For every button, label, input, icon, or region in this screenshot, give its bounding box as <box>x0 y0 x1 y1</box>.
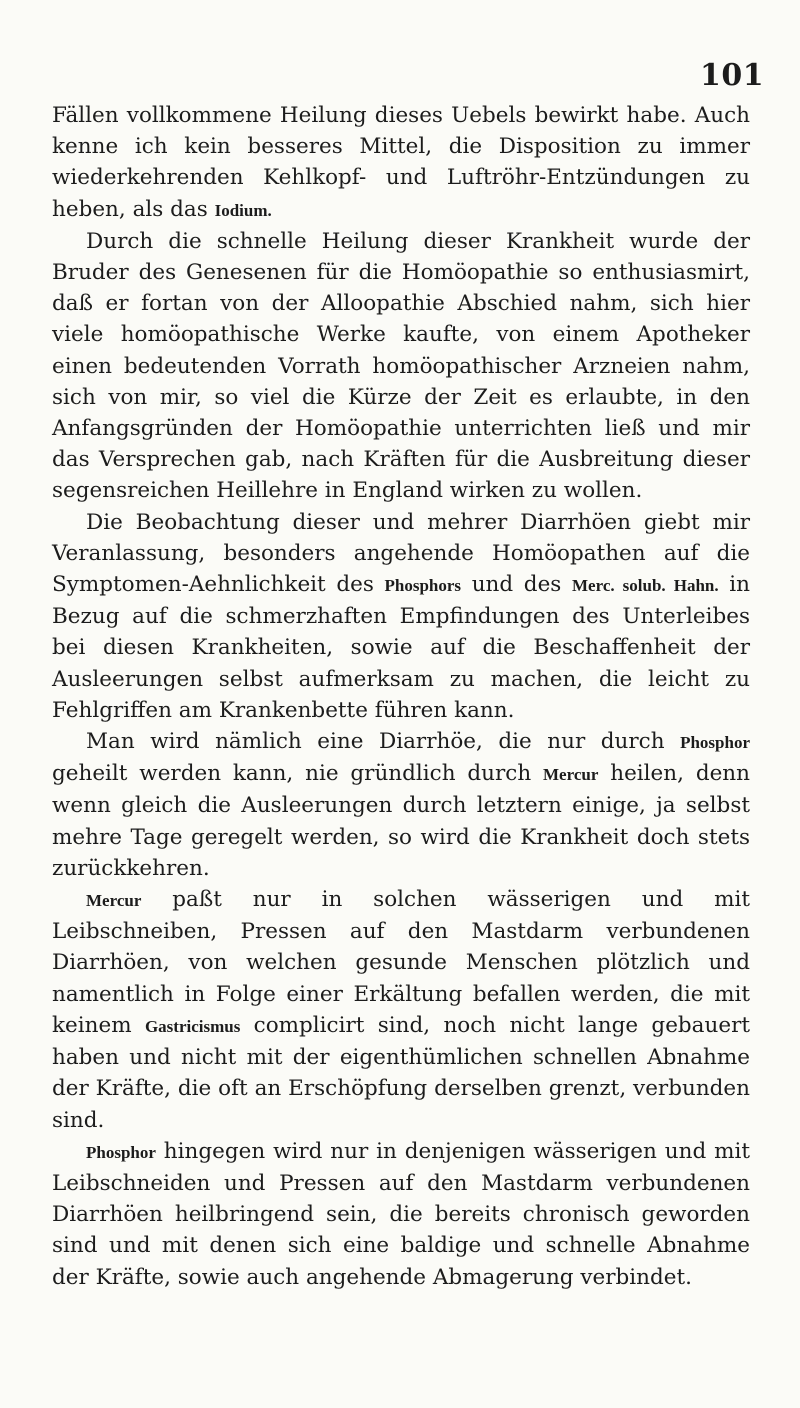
paragraph-text: Die Beobachtung dieser und mehrer Diarrhöen giebt mir Veranlassung, besonders angehende Homöopathen auf die Symptomen-Aehnlichkeit des <box>52 509 750 598</box>
paragraph <box>52 1136 750 1293</box>
latin-term: Merc. solub. Hahn. <box>571 576 719 596</box>
paragraph-text: und des <box>461 572 572 598</box>
paragraph <box>52 100 750 226</box>
body-text <box>52 100 750 1293</box>
paragraph-text: Man wird nämlich eine Diarrhöe, die nur durch <box>86 729 681 755</box>
paragraph <box>52 726 750 884</box>
paragraph-text: hingegen wird nur in denjenigen wässerigen und mit Leibschneiden und Pressen auf den Mastdarm verbundenen Diarrhöen heilbringend sein, die bereits chronisch geworden sind und mit denen sich eine baldige und schnelle Abnahme der Kräfte, sowie auch angehende Abmagerung verbindet. <box>52 1138 750 1290</box>
paragraph <box>52 884 750 1136</box>
paragraph <box>52 507 750 726</box>
paragraph-text: heilen, denn wenn gleich die Ausleerungen durch letztern einige, ja selbst mehre Tage geregelt werden, so wird die Krankheit doch stets zurückkehren. <box>52 761 750 881</box>
latin-term: Phosphors <box>384 576 462 596</box>
latin-term: Mercur <box>86 891 142 911</box>
paragraph-text: in Bezug auf die schmerzhaften Empfindungen des Unterleibes bei diesen Krankheiten, sowie auf die Beschaffenheit der Ausleerungen selbst aufmerksam zu machen, die leicht zu Fehlgriffen am Krankenbette führen kann. <box>52 572 750 723</box>
latin-term: Phosphor <box>86 1142 156 1162</box>
latin-term: Iodium. <box>214 200 272 220</box>
paragraph-text: paßt nur in solchen wässerigen und mit Leibschneiben, Pressen auf den Mastdarm verbundenen Diarrhöen, von welchen gesunde Menschen plötzlich und namentlich in Folge einer Erkältung befallen werden, die mit keinem <box>52 887 750 1038</box>
paragraph <box>52 226 750 507</box>
latin-term: Mercur <box>543 765 599 785</box>
paragraph-text: complicirt sind, noch nicht lange gebauert haben und nicht mit der eigenthümlichen schnellen Abnahme der Kräfte, die oft an Erschöpfung derselben grenzt, verbunden sind. <box>52 1012 750 1133</box>
page-number: 101 <box>700 58 765 93</box>
latin-term: Gastricismus <box>144 1016 241 1036</box>
latin-term: Phosphor <box>680 733 750 753</box>
paragraph-text: Durch die schnelle Heilung dieser Krankheit wurde der Bruder des Genesenen für die Homöopathie so enthusiasmirt, daß er fortan von der Alloopathie Abschied nahm, sich hier viele homöopathische Werke kaufte, von einem Apotheker einen bedeutenden Vorrath homöopathischer Arzneien nahm, sich von mir, so viel die Kürze der Zeit es erlaubte, in den Anfangsgründen der Homöopathie unterrichten ließ und mir das Versprechen gab, nach Kräften für die Ausbreitung dieser segensreichen Heillehre in England wirken zu wollen. <box>52 228 750 504</box>
paragraph-text: geheilt werden kann, nie gründlich durch <box>52 761 544 787</box>
paragraph-text: Fällen vollkommene Heilung dieses Uebels bewirkt habe. Auch kenne ich kein besseres Mittel, die Disposition zu immer wiederkehrenden Kehlkopf- und Luftröhr-Entzündungen zu heben, als das <box>52 103 750 222</box>
